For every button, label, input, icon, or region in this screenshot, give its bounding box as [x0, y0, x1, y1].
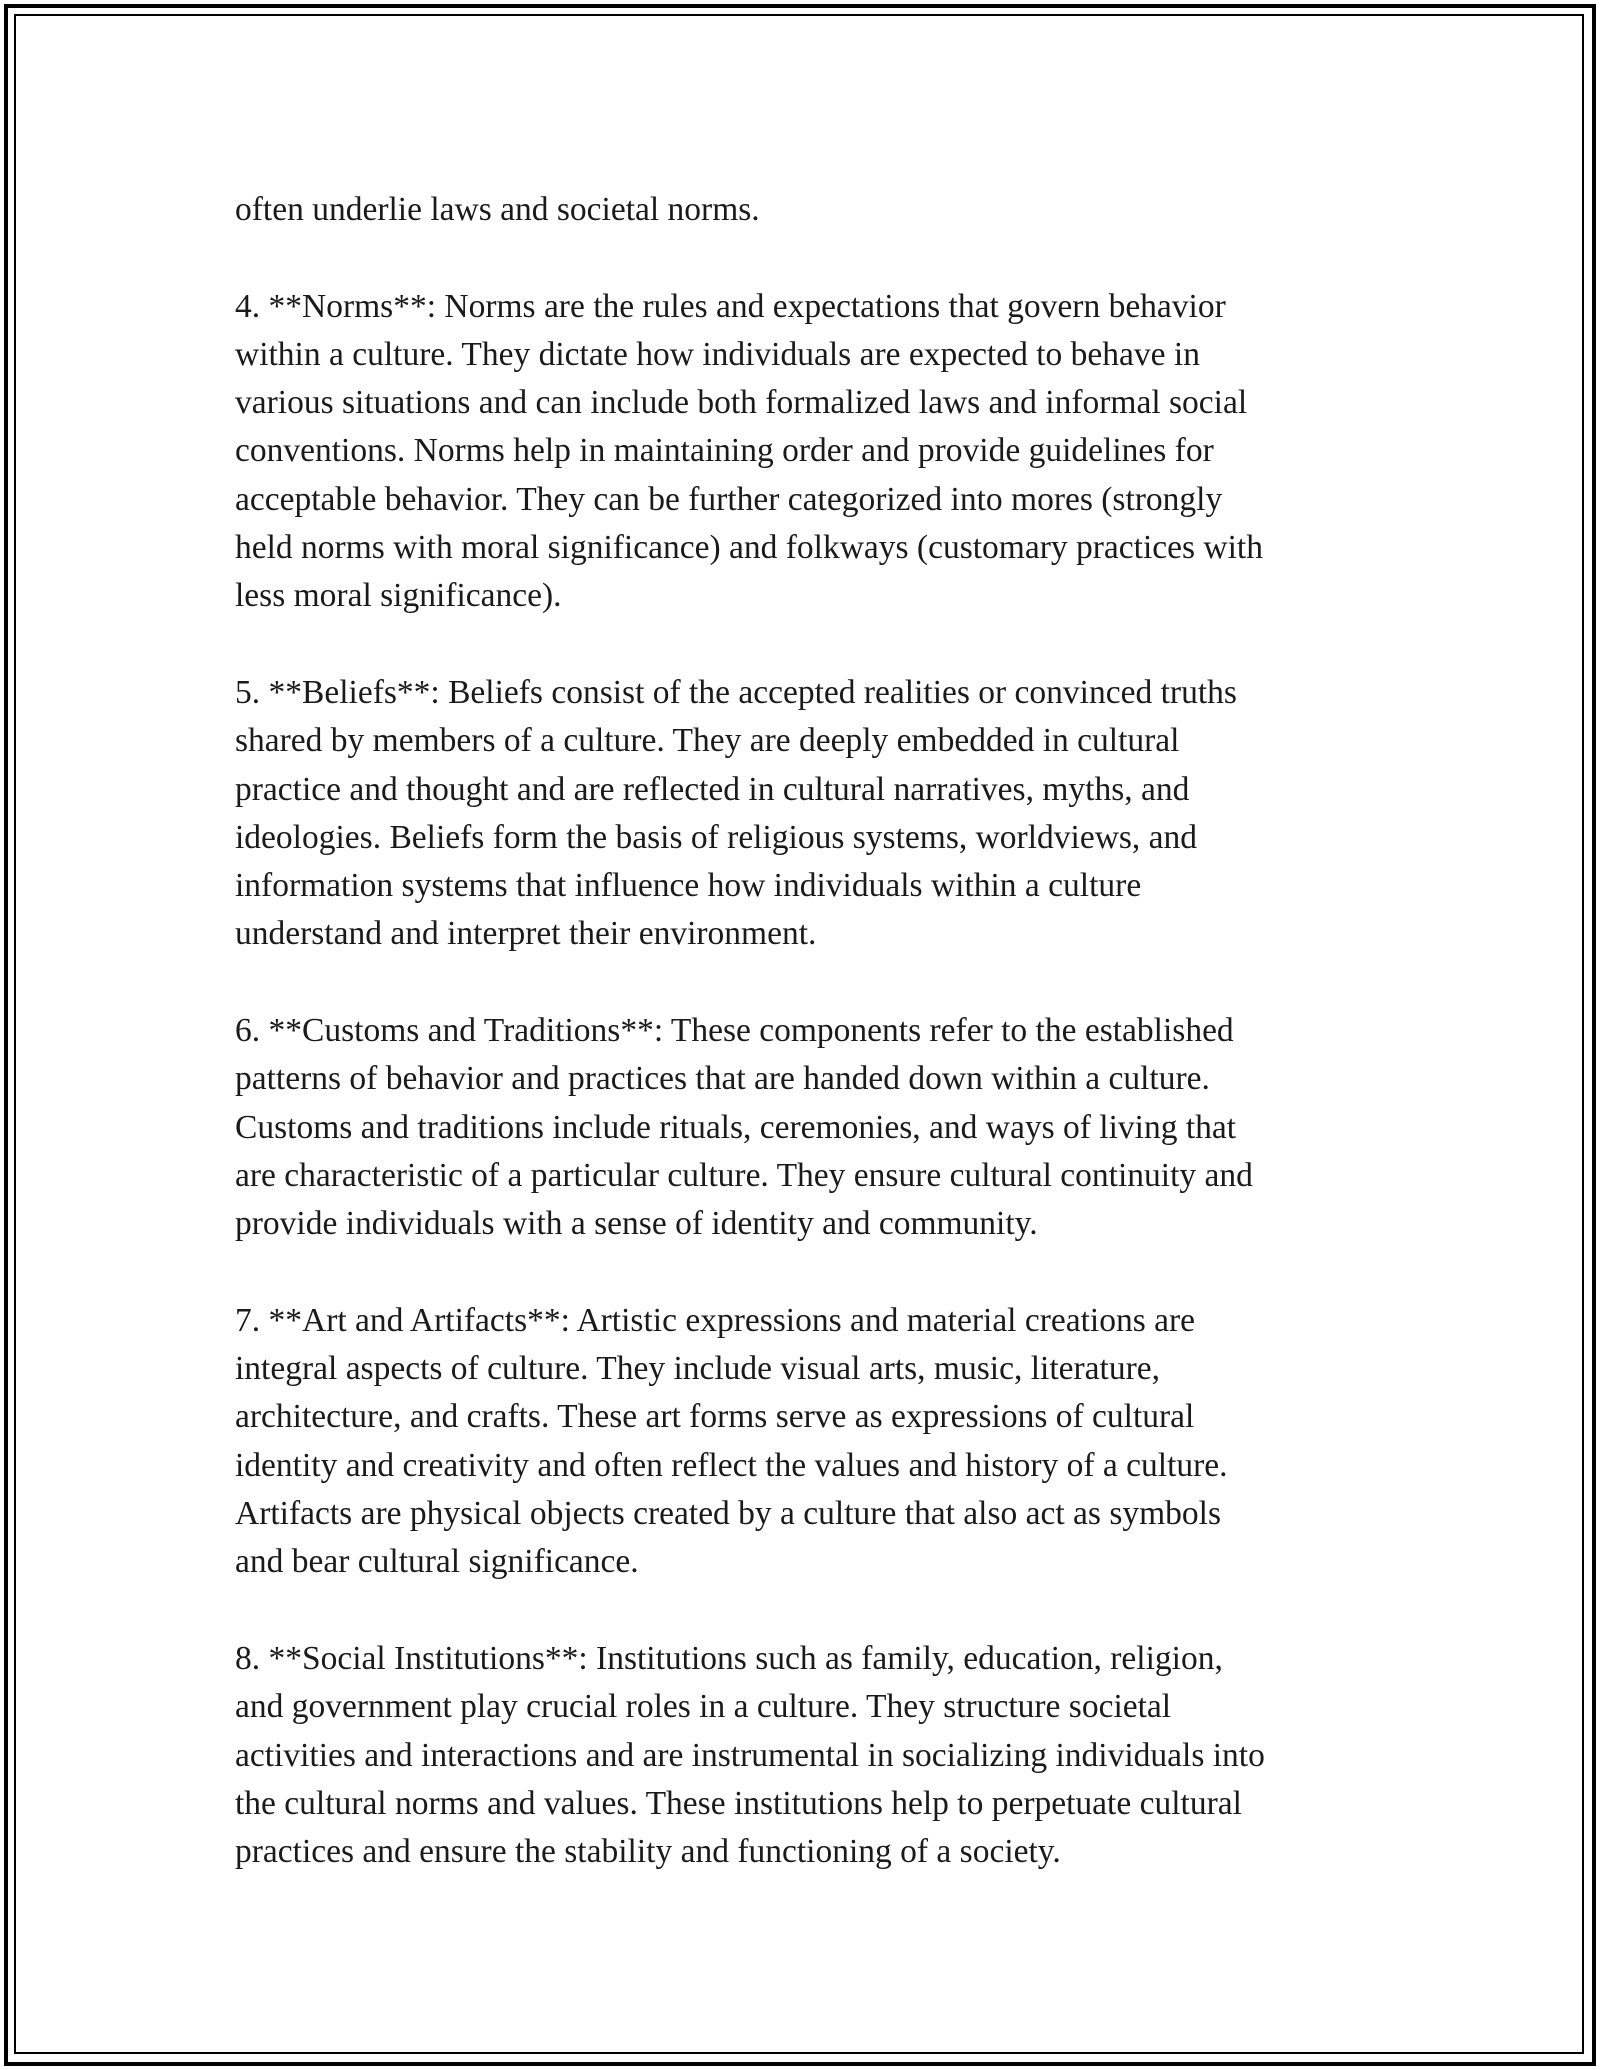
text-line: Artifacts are physical objects created by a culture that also act as symbols: [235, 1495, 1222, 1533]
paragraph-customs-and-traditions: [235, 1007, 1395, 1248]
text-line: Customs and traditions include rituals, ceremonies, and ways of living that: [235, 1108, 1237, 1146]
paragraph-gap: [235, 1587, 1395, 1635]
text-line: identity and creativity and often reflect the values and history of a culture.: [235, 1446, 1228, 1484]
paragraph-social-institutions: [235, 1635, 1395, 1876]
text-line: often underlie laws and societal norms.: [235, 191, 760, 228]
text-line: conventions. Norms help in maintaining order and provide guidelines for: [235, 432, 1214, 470]
document-body: [235, 186, 1395, 1876]
text-line: ideologies. Beliefs form the basis of religious systems, worldviews, and: [235, 818, 1198, 856]
text-line: are characteristic of a particular culture. They ensure cultural continuity and: [235, 1156, 1253, 1194]
paragraph-gap: [235, 234, 1395, 282]
paragraph-continuation: [235, 186, 1395, 234]
text-line: and government play crucial roles in a culture. They structure societal: [235, 1688, 1172, 1726]
text-line: held norms with moral significance) and folkways (customary practices with: [235, 529, 1263, 567]
paragraph-gap: [235, 959, 1395, 1007]
text-line: various situations and can include both formalized laws and informal social: [235, 384, 1248, 422]
text-line: provide individuals with a sense of identity and community.: [235, 1205, 1038, 1243]
paragraph-art-and-artifacts: [235, 1297, 1395, 1587]
text-line: 5. **Beliefs**: Beliefs consist of the accepted realities or convinced truths: [235, 673, 1237, 711]
text-line: 7. **Art and Artifacts**: Artistic expressions and material creations are: [235, 1301, 1196, 1339]
text-line: 8. **Social Institutions**: Institutions such as family, education, religion,: [235, 1639, 1223, 1677]
text-line: patterns of behavior and practices that are handed down within a culture.: [235, 1060, 1210, 1098]
text-line: practice and thought and are reflected in cultural narratives, myths, and: [235, 770, 1190, 808]
text-line: less moral significance).: [235, 577, 562, 615]
text-line: integral aspects of culture. They include visual arts, music, literature,: [235, 1350, 1160, 1388]
text-line: information systems that influence how individuals within a culture: [235, 867, 1142, 905]
paragraph-beliefs: [235, 669, 1395, 959]
text-line: acceptable behavior. They can be further categorized into mores (strongly: [235, 480, 1223, 518]
text-line: shared by members of a culture. They are deeply embedded in cultural: [235, 722, 1180, 760]
text-line: architecture, and crafts. These art forms serve as expressions of cultural: [235, 1398, 1195, 1436]
text-line: within a culture. They dictate how individuals are expected to behave in: [235, 335, 1200, 373]
text-line: the cultural norms and values. These institutions help to perpetuate cultural: [235, 1784, 1242, 1822]
paragraph-gap: [235, 621, 1395, 669]
text-line: understand and interpret their environment.: [235, 915, 817, 953]
text-line: practices and ensure the stability and functioning of a society.: [235, 1833, 1061, 1871]
text-line: and bear cultural significance.: [235, 1543, 639, 1581]
text-line: activities and interactions and are instrumental in socializing individuals into: [235, 1736, 1265, 1774]
paragraph-gap: [235, 1249, 1395, 1297]
text-line: 6. **Customs and Traditions**: These components refer to the established: [235, 1012, 1234, 1050]
text-line: 4. **Norms**: Norms are the rules and expectations that govern behavior: [235, 287, 1226, 325]
paragraph-norms: [235, 283, 1395, 621]
